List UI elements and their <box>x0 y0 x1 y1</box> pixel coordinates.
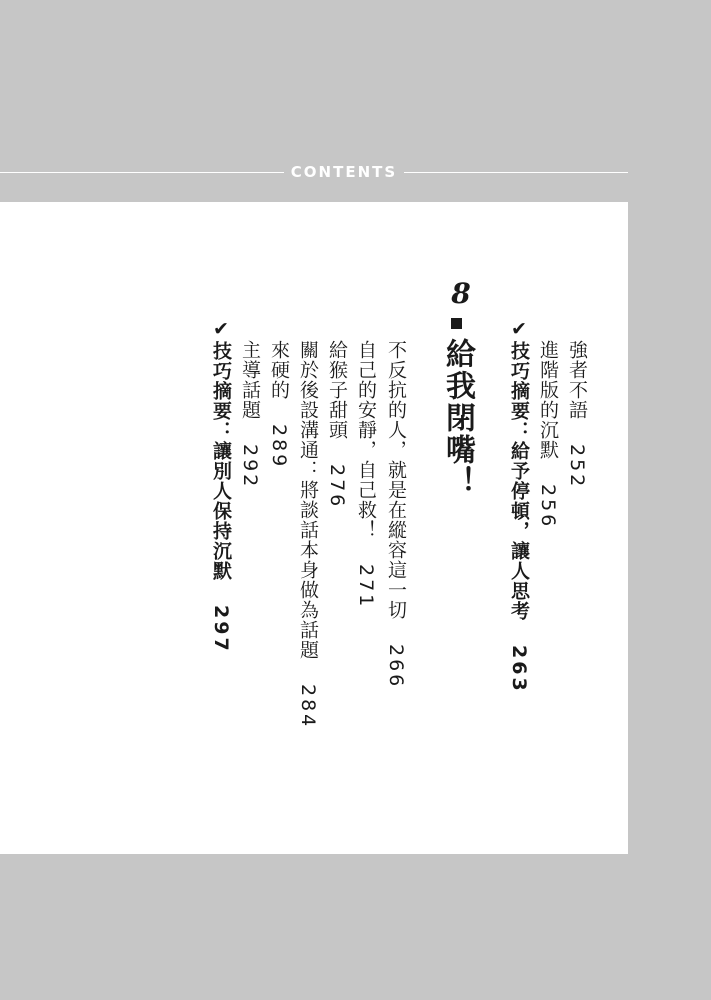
toc-entry[interactable] <box>566 340 588 489</box>
toc-entry-page: 271 <box>355 564 377 610</box>
toc-entry-title: 強者不語 <box>566 340 588 420</box>
toc-summary-entry[interactable] <box>508 318 530 694</box>
checkmark-icon: ✔ <box>210 318 232 341</box>
toc-entry-title: 來硬的 <box>268 340 290 400</box>
toc-summary-entry[interactable] <box>210 318 232 654</box>
toc-entry[interactable] <box>326 340 348 509</box>
toc-entry[interactable] <box>239 340 261 489</box>
toc-entry-page: 292 <box>239 444 261 490</box>
chapter-square-icon <box>451 318 462 329</box>
chapter-number: 8 <box>451 277 471 310</box>
chapter-title: 給我閉嘴！ <box>440 338 475 498</box>
toc-entry[interactable] <box>355 340 377 609</box>
toc-entry-page: 297 <box>210 605 232 654</box>
toc-entry-title: 進階版的沉默 <box>537 340 559 460</box>
toc-entry-title: 技巧摘要：讓別人保持沉默 <box>210 341 232 581</box>
toc-entry[interactable] <box>297 340 319 729</box>
toc-entry-title: 技巧摘要：給予停頓，讓人思考 <box>508 341 530 621</box>
header-rule-right <box>404 172 628 173</box>
toc-entry-page: 263 <box>508 645 530 694</box>
toc-entry[interactable] <box>385 340 407 689</box>
toc-entry-page: 284 <box>297 684 319 730</box>
toc-entry-title: 不反抗的人，就是在縱容這一切 <box>385 340 407 620</box>
toc-entry[interactable] <box>268 340 290 469</box>
header-rule-left <box>0 172 284 173</box>
toc-entry-title: 給猴子甜頭 <box>326 340 348 440</box>
toc-entry-title: 主導話題 <box>239 340 261 420</box>
toc-entry[interactable] <box>537 340 559 529</box>
toc-entry-page: 276 <box>326 464 348 510</box>
contents-heading: CONTENTS <box>290 163 398 181</box>
toc-entry-page: 289 <box>268 424 290 470</box>
checkmark-icon: ✔ <box>508 318 530 341</box>
toc-entry-page: 266 <box>385 644 407 690</box>
toc-entry-title: 關於後設溝通：將談話本身做為話題 <box>297 340 319 660</box>
toc-entry-page: 252 <box>566 444 588 490</box>
toc-entry-title: 自己的安靜，自己救！ <box>355 340 377 540</box>
toc-entry-page: 256 <box>537 484 559 530</box>
